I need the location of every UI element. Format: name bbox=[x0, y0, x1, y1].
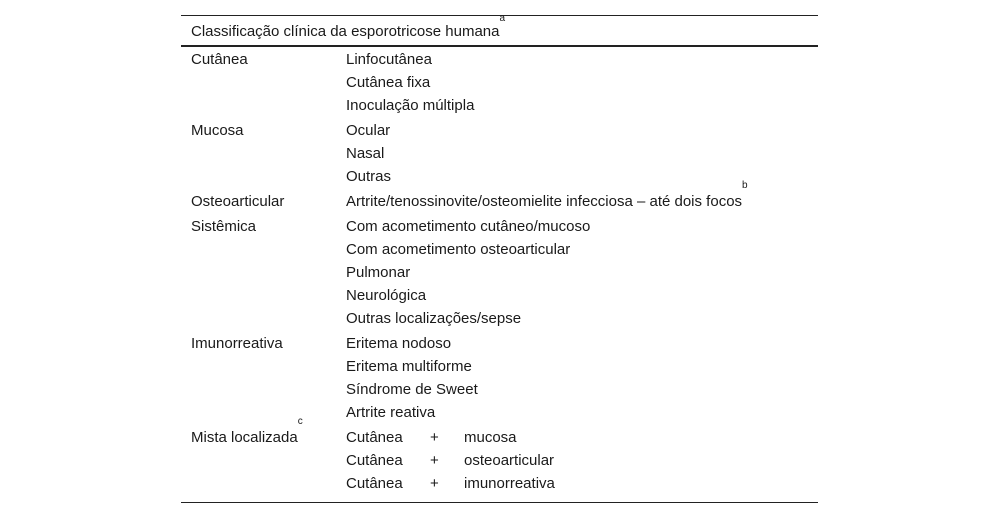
list-item: Cutânea fixa bbox=[346, 74, 431, 91]
list-item: Ocular bbox=[346, 122, 391, 139]
mixed-operator: + bbox=[430, 475, 439, 492]
mixed-second: mucosa bbox=[464, 429, 517, 446]
list-item: Eritema nodoso bbox=[346, 335, 452, 352]
mixed-second: osteoarticular bbox=[464, 452, 555, 469]
list-item bbox=[346, 426, 818, 449]
list-item: Síndrome de Sweet bbox=[346, 381, 478, 398]
list-item: Outras localizações/sepse bbox=[346, 310, 522, 327]
title-footnote-marker: a bbox=[499, 13, 506, 24]
table-body bbox=[181, 47, 818, 503]
item-text: Artrite/tenossinovite/osteomielite infecciosa – até dois focos bbox=[346, 193, 743, 210]
mixed-first: Cutânea bbox=[346, 475, 403, 492]
category-cell bbox=[181, 416, 346, 495]
list-item: Com acometimento cutâneo/mucoso bbox=[346, 218, 591, 235]
category-cell: Mucosa bbox=[191, 122, 244, 139]
list-item: Nasal bbox=[346, 145, 385, 162]
items-cell bbox=[346, 48, 818, 117]
table-title-row bbox=[181, 13, 818, 47]
item-footnote-marker: b bbox=[742, 180, 748, 191]
category-footnote-marker: c bbox=[297, 416, 303, 427]
list-item: Outras bbox=[346, 168, 392, 185]
list-item bbox=[346, 449, 818, 472]
mixed-first: Cutânea bbox=[346, 452, 403, 469]
category-cell: Sistêmica bbox=[191, 218, 257, 235]
table-row bbox=[181, 180, 818, 213]
list-item: Artrite reativa bbox=[346, 404, 436, 421]
items-cell bbox=[346, 180, 818, 213]
table-row bbox=[181, 119, 818, 188]
table-row bbox=[181, 332, 818, 424]
category-cell: Osteoarticular bbox=[191, 193, 285, 210]
list-item: Neurológica bbox=[346, 287, 427, 304]
mixed-first: Cutânea bbox=[346, 429, 403, 446]
items-cell bbox=[346, 215, 818, 330]
mixed-operator: + bbox=[430, 429, 439, 446]
list-item bbox=[346, 180, 818, 213]
table-title: Classificação clínica da esporotricose humana bbox=[191, 23, 500, 40]
mixed-second: imunorreativa bbox=[464, 475, 555, 492]
mixed-operator: + bbox=[430, 452, 439, 469]
classification-table bbox=[181, 15, 818, 503]
list-item: Eritema multiforme bbox=[346, 358, 472, 375]
category-cell: Cutânea bbox=[191, 51, 248, 68]
list-item: Inoculação múltipla bbox=[346, 97, 475, 114]
items-cell bbox=[346, 426, 818, 495]
list-item: Linfocutânea bbox=[346, 51, 432, 68]
items-cell bbox=[346, 332, 818, 424]
list-item: Pulmonar bbox=[346, 264, 411, 281]
items-cell bbox=[346, 119, 818, 188]
category-cell: Imunorreativa bbox=[191, 335, 283, 352]
list-item: Com acometimento osteoarticular bbox=[346, 241, 571, 258]
category-text: Mista localizada bbox=[191, 429, 298, 446]
table-row bbox=[181, 416, 818, 495]
table-row bbox=[181, 48, 818, 117]
list-item bbox=[346, 472, 818, 495]
table-row bbox=[181, 215, 818, 330]
